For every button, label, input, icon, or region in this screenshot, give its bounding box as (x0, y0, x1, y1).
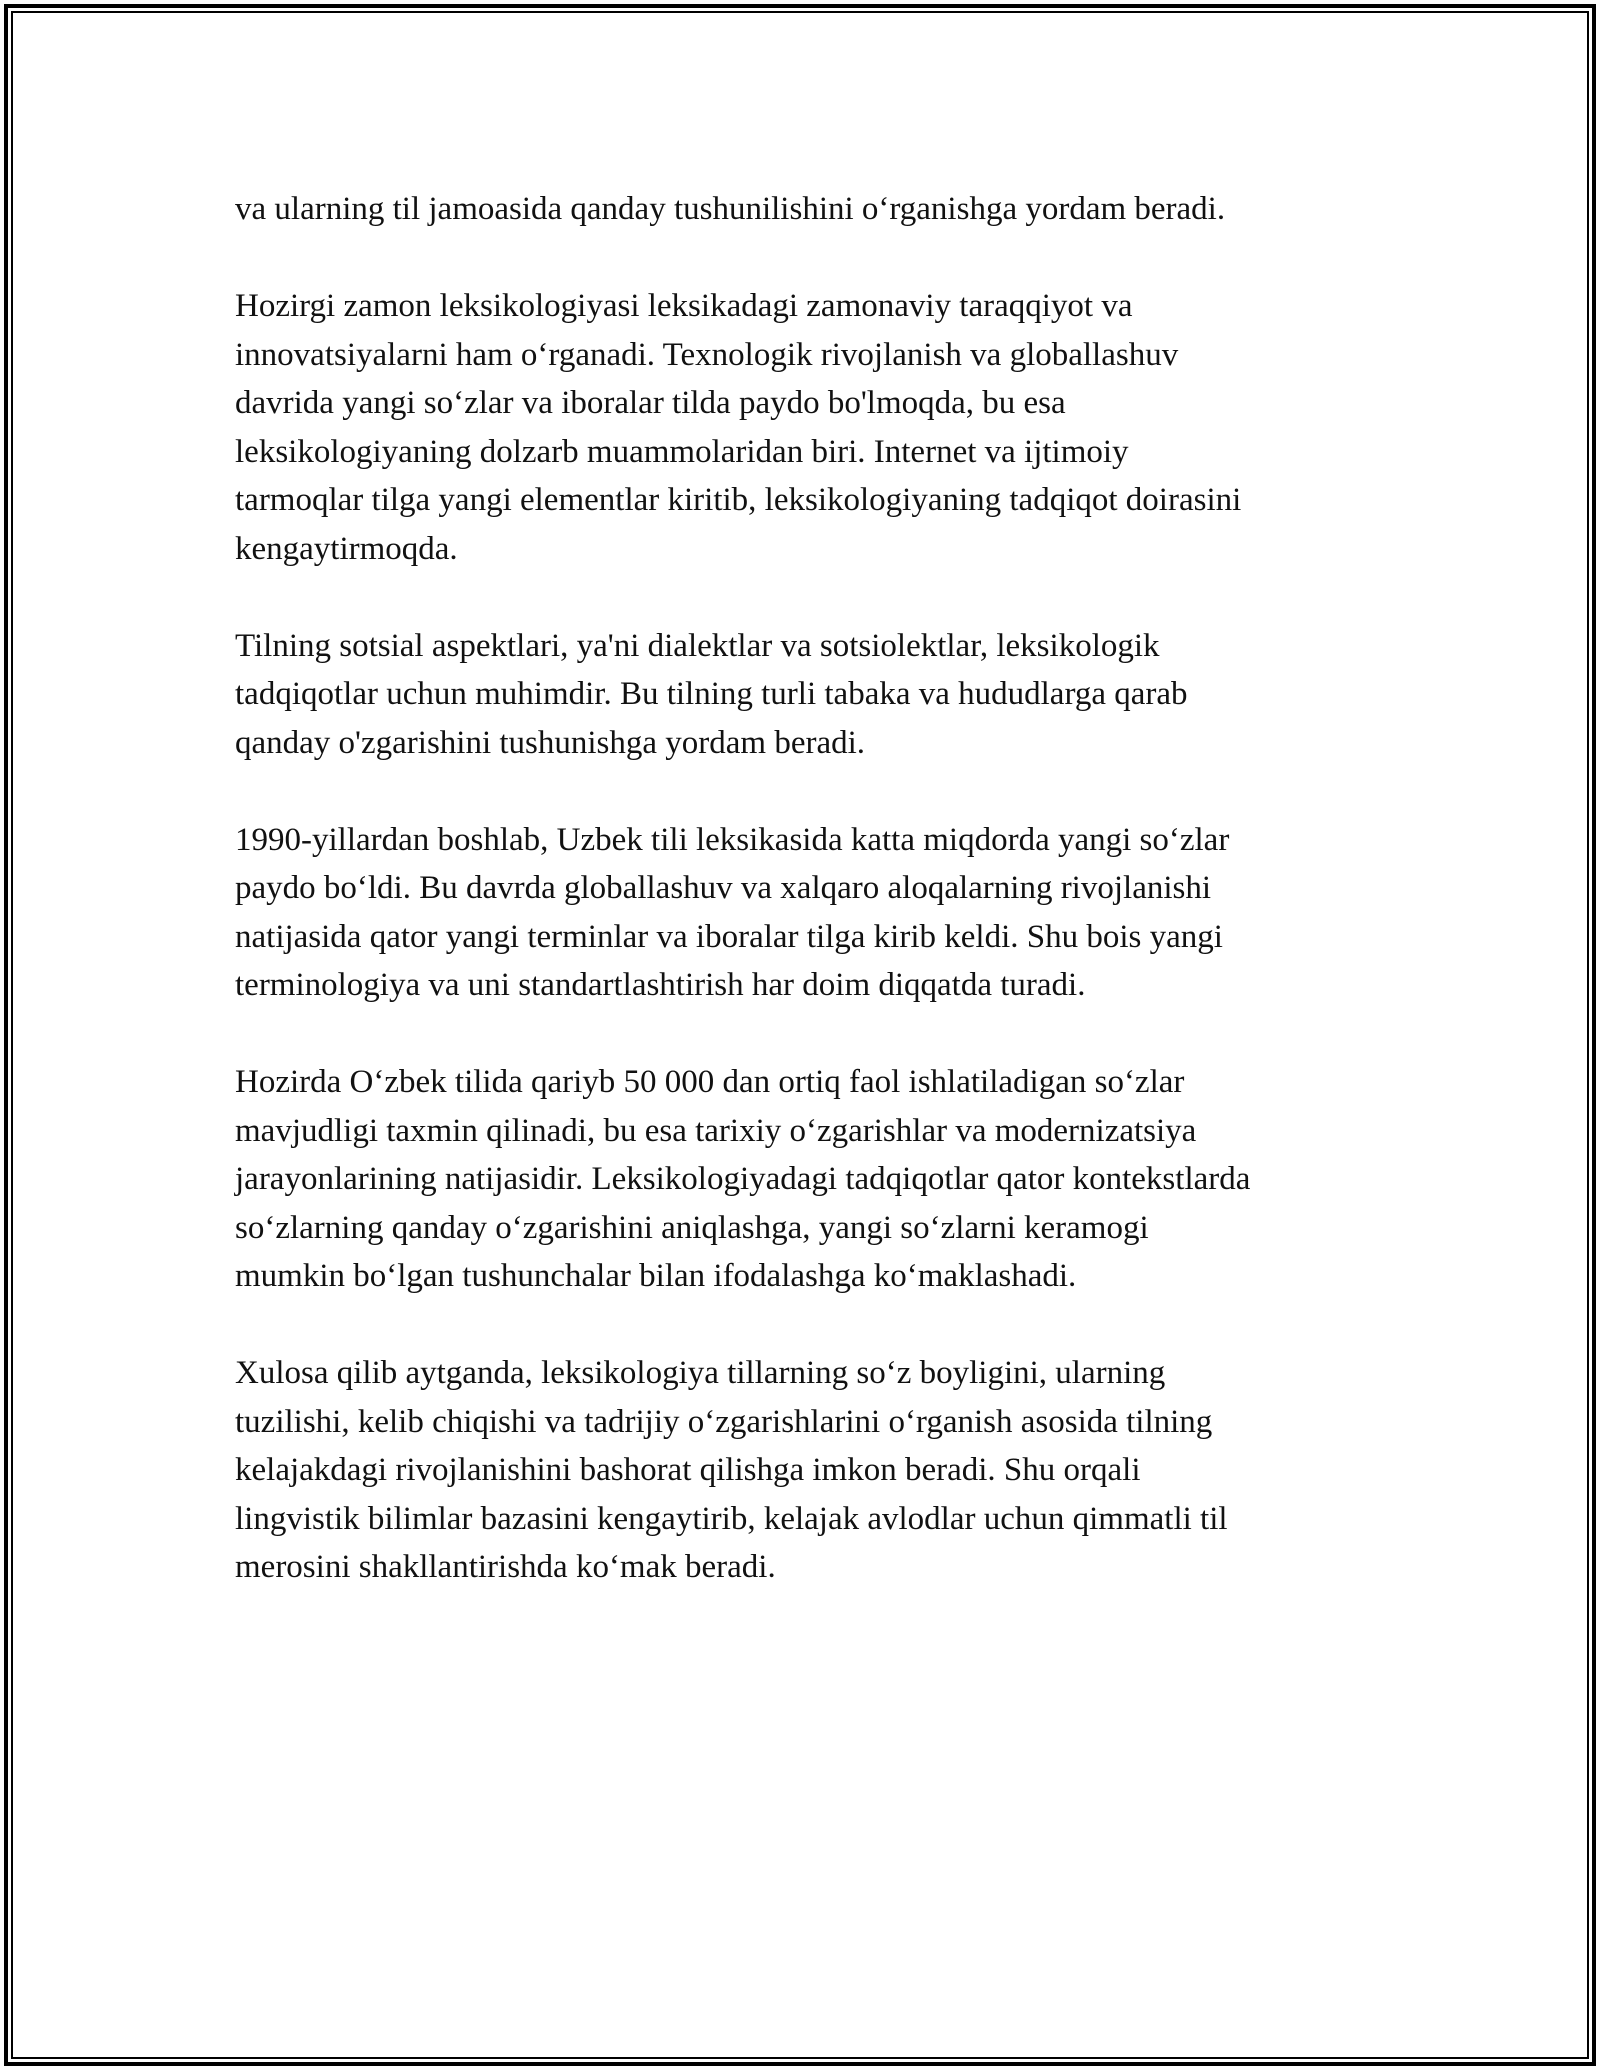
text-line: kelajakdagi rivojlanishini bashorat qilishga imkon beradi. Shu orqali (235, 1452, 1141, 1488)
paragraph-4 (235, 816, 1385, 1010)
text-line: mumkin bo‘lgan tushunchalar bilan ifodalashga ko‘maklashadi. (235, 1258, 1077, 1294)
paragraph-6 (235, 1349, 1385, 1592)
text-line: davrida yangi so‘zlar va iboralar tilda paydo bo'lmoqda, bu esa (235, 385, 1066, 421)
text-line: lingvistik bilimlar bazasini kengaytirib, kelajak avlodlar uchun qimmatli til (235, 1500, 1228, 1537)
text-line: Hozirda O‘zbek tilida qariyb 50 000 dan ortiq faol ishlatiladigan so‘zlar (235, 1064, 1185, 1100)
text-line: tarmoqlar tilga yangi elementlar kiritib, leksikologiyaning tadqiqot doirasini (235, 482, 1242, 518)
text-line: tuzilishi, kelib chiqishi va tadrijiy o‘zgarishlarini o‘rganish asosida tilning (235, 1403, 1213, 1440)
text-line: innovatsiyalarni ham o‘rganadi. Texnologik rivojlanish va globallashuv (235, 336, 1179, 373)
text-line: natijasida qator yangi terminlar va iboralar tilga kirib keldi. Shu bois yangi (235, 918, 1223, 955)
text-line: tadqiqotlar uchun muhimdir. Bu tilning turli tabaka va hududlarga qarab (235, 676, 1188, 712)
text-line: 1990-yillardan boshlab, Uzbek tili leksikasida katta miqdorda yangi so‘zlar (235, 821, 1230, 858)
text-line: so‘zlarning qanday o‘zgarishini aniqlashga, yangi so‘zlarni keramogi (235, 1209, 1149, 1246)
text-line: qanday o'zgarishini tushunishga yordam beradi. (235, 724, 866, 761)
paragraph-2 (235, 282, 1385, 573)
text-line: terminologiya va uni standartlashtirish har doim diqqatda turadi. (235, 967, 1086, 1003)
text-line: kengaytirmoqda. (235, 530, 458, 567)
document-body (235, 185, 1385, 1640)
text-line: jarayonlarining natijasidir. Leksikologiyadagi tadqiqotlar qator kontekstlarda (235, 1161, 1251, 1197)
text-line: mavjudligi taxmin qilinadi, bu esa tarixiy o‘zgarishlar va modernizatsiya (235, 1112, 1197, 1149)
text-line: merosini shakllantirishda ko‘mak beradi. (235, 1549, 776, 1585)
text-line: va ularning til jamoasida qanday tushunilishini o‘rganishga yordam beradi. (235, 191, 1226, 227)
text-line: leksikologiyaning dolzarb muammolaridan biri. Internet va ijtimoiy (235, 433, 1129, 470)
text-line: Xulosa qilib aytganda, leksikologiya tillarning so‘z boyligini, ularning (235, 1355, 1166, 1391)
paragraph-5 (235, 1058, 1385, 1301)
paragraph-1 (235, 185, 1385, 234)
text-line: paydo bo‘ldi. Bu davrda globallashuv va xalqaro aloqalarning rivojlanishi (235, 870, 1212, 906)
paragraph-3 (235, 622, 1385, 768)
text-line: Hozirgi zamon leksikologiyasi leksikadagi zamonaviy taraqqiyot va (235, 288, 1133, 324)
text-line: Tilning sotsial aspektlari, ya'ni dialektlar va sotsiolektlar, leksikologik (235, 627, 1160, 664)
